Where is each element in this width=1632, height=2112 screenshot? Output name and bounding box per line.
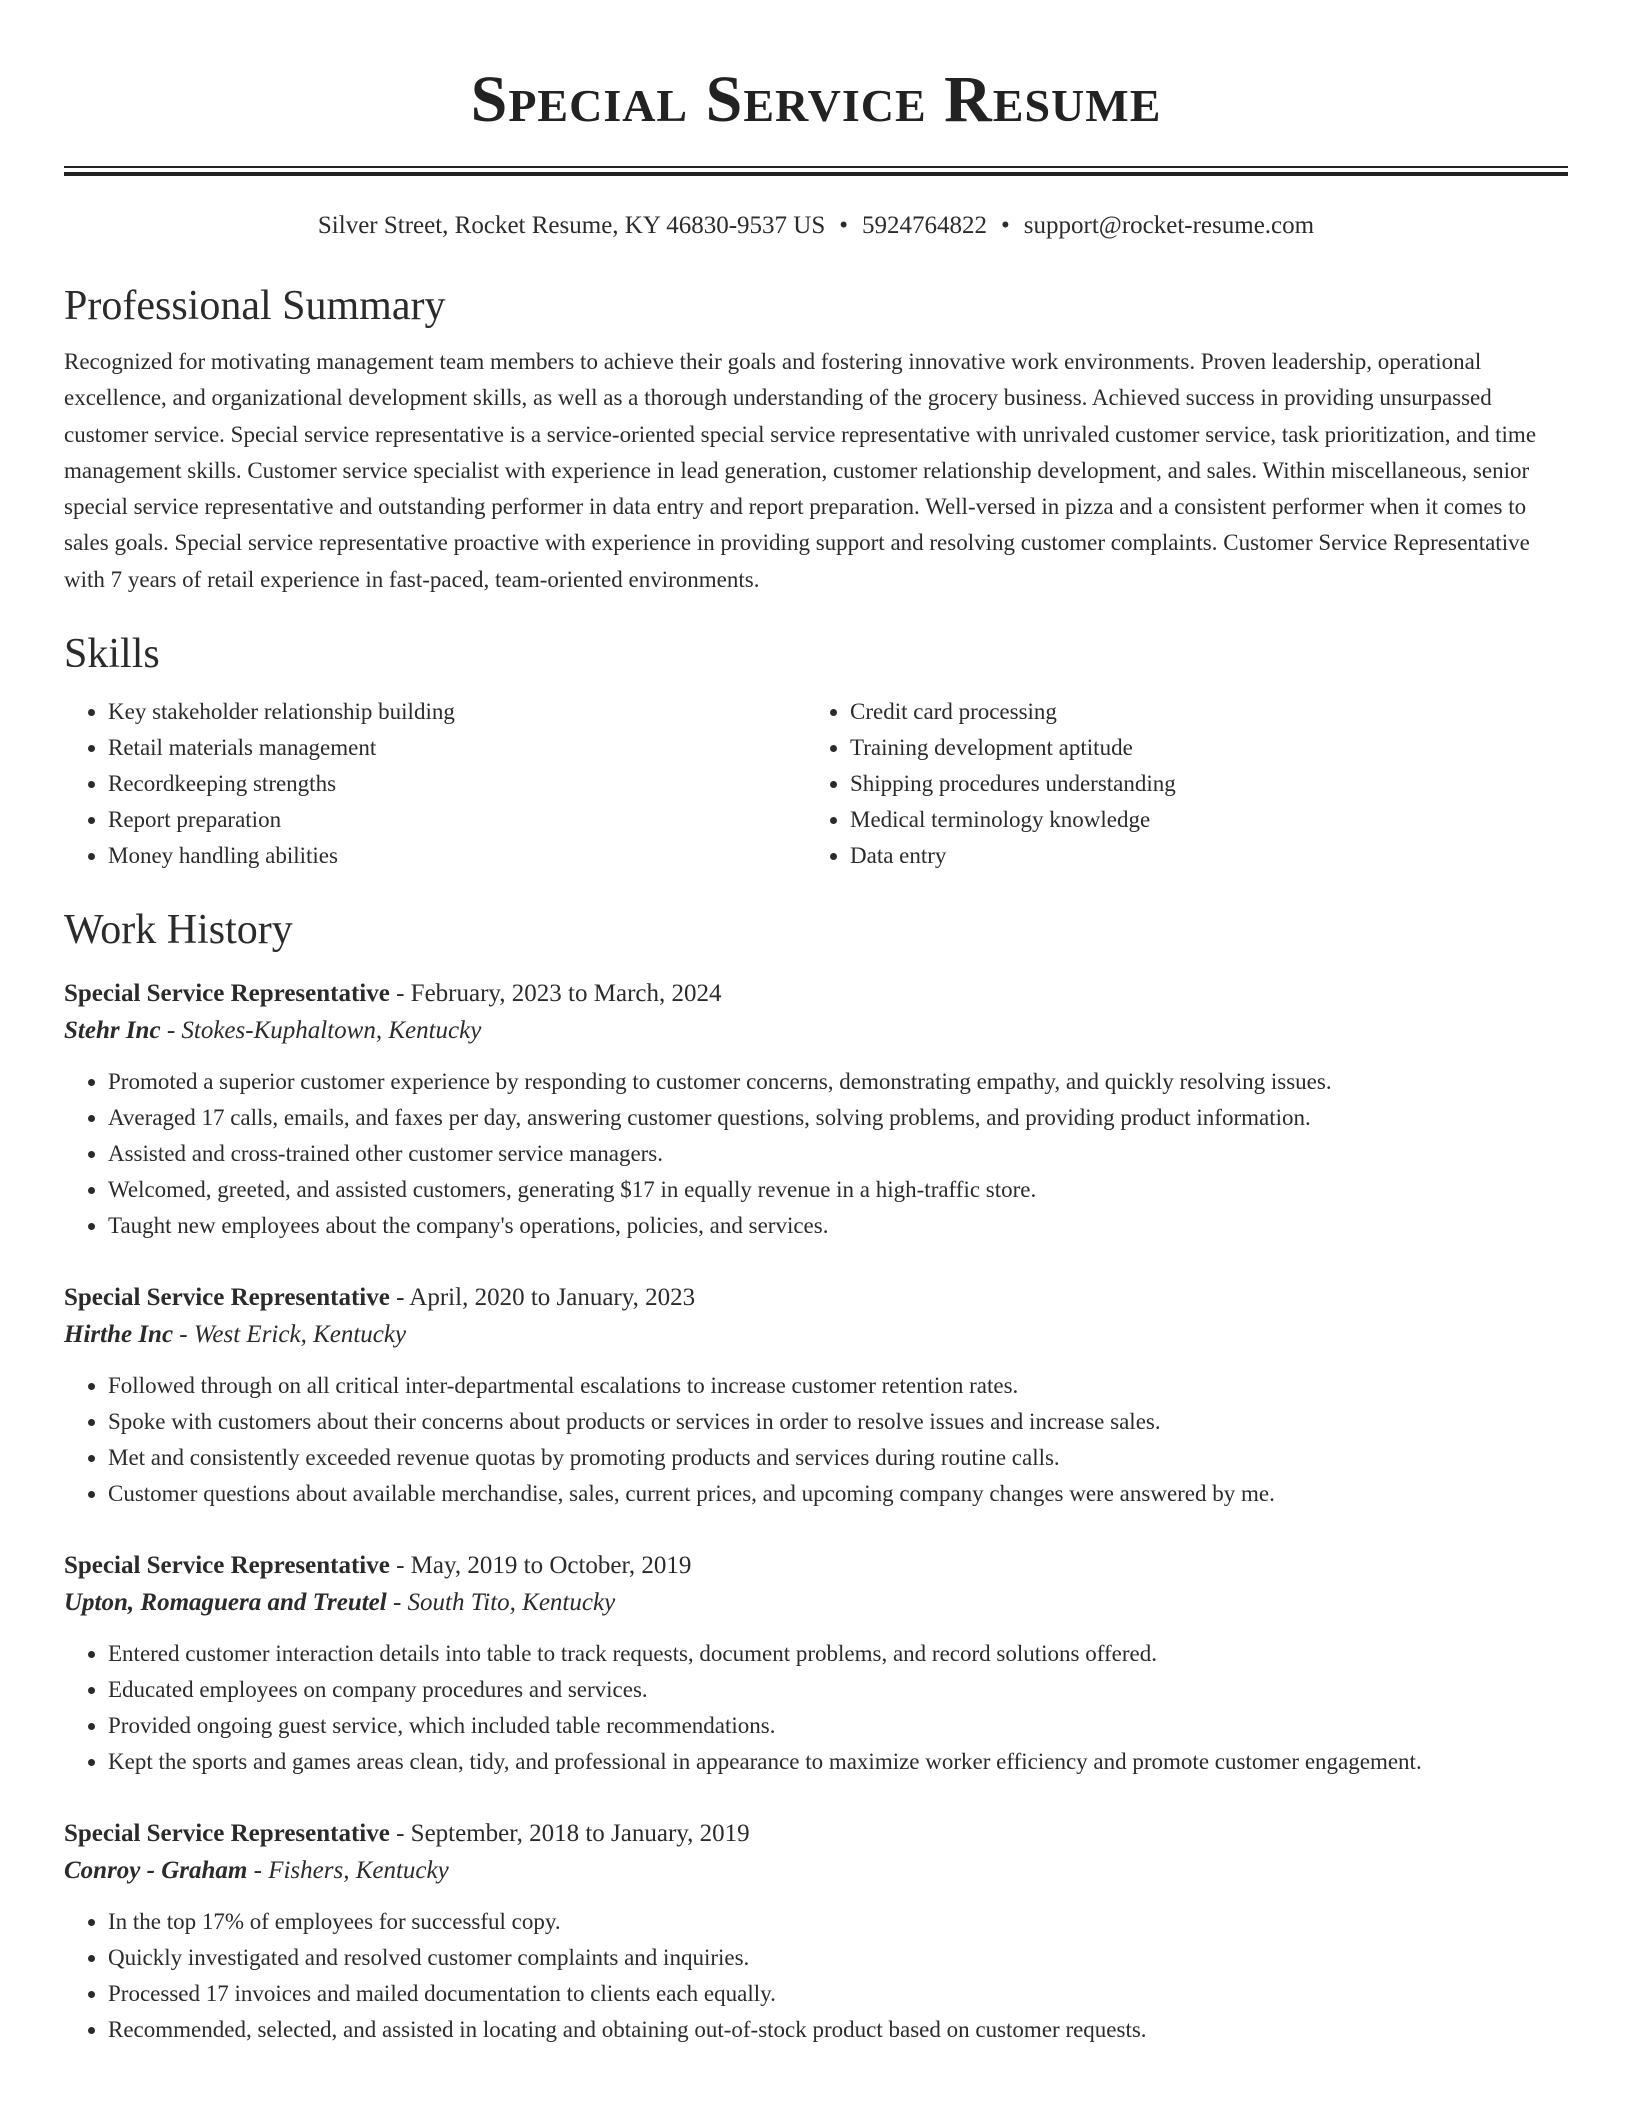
job-bullets <box>64 1064 1568 1244</box>
job-bullet: • Kept the sports and games areas clean, tidy, and professional in appearance to maximize worker efficiency and promote customer engagement. <box>108 1744 1568 1780</box>
job-location: Fishers, Kentucky <box>268 1857 449 1885</box>
skill-item: • Money handling abilities <box>108 838 806 874</box>
summary-text: Recognized for motivating management team members to achieve their goals and fostering innovative work environments. Proven leadership, operational excellence, and organizational development skills, as well as a thorough understanding of the grocery business. Achieved success in providing unsurpassed customer service. Special service representative is a service-oriented special service representative with unrivaled customer service, task prioritization, and time management skills. Customer service specialist with experience in lead generation, customer relationship development, and sales. Within miscellaneous, senior special service representative and outstanding performer in data entry and report preparation. Well-versed in pizza and a consistent performer when it comes to sales goals. Special service representative proactive with experience in providing support and resolving customer complaints. Customer Service Representative with 7 years of retail experience in fast-paced, team-oriented environments. <box>64 349 1537 592</box>
skills-column-left <box>64 694 806 874</box>
job-company: Conroy - Graham <box>64 1857 248 1885</box>
job-company: Stehr Inc <box>64 1017 161 1045</box>
job-bullets <box>64 1368 1568 1512</box>
job-title-line: Special Service Representative - May, 2019 to October, 2019 <box>64 1552 692 1580</box>
job-bullet: • Educated employees on company procedures and services. <box>108 1672 1568 1708</box>
job-location: South Tito, Kentucky <box>407 1589 616 1617</box>
job-role: Special Service Representative <box>64 980 390 1008</box>
job-bullet: • Promoted a superior customer experience by responding to customer concerns, demonstrating empathy, and quickly resolving issues. <box>108 1064 1568 1100</box>
job-bullet: • Met and consistently exceeded revenue quotas by promoting products and services during routine calls. <box>108 1440 1568 1476</box>
contact-line <box>64 210 1568 242</box>
job-location: Stokes-Kuphaltown, Kentucky <box>181 1017 482 1045</box>
job-company-line: Upton, Romaguera and Treutel - South Tito, Kentucky <box>64 1589 616 1617</box>
job-location: West Erick, Kentucky <box>193 1321 407 1349</box>
job-title-line: Special Service Representative - April, 2020 to January, 2023 <box>64 1284 696 1312</box>
job-bullet: • Entered customer interaction details into table to track requests, document problems, and record solutions offered. <box>108 1636 1568 1672</box>
job-bullet: • Assisted and cross-trained other customer service managers. <box>108 1136 1568 1172</box>
job-company-line: Conroy - Graham - Fishers, Kentucky <box>64 1857 449 1885</box>
job-company: Hirthe Inc <box>64 1321 174 1349</box>
skills-list <box>64 694 1568 874</box>
skill-item: • Medical terminology knowledge <box>850 802 1548 838</box>
job-entry <box>64 976 1568 1244</box>
skill-item: • Key stakeholder relationship building <box>108 694 806 730</box>
job-dates: May, 2019 to October, 2019 <box>410 1552 692 1580</box>
job-role: Special Service Representative <box>64 1284 390 1312</box>
job-company: Upton, Romaguera and Treutel <box>64 1589 387 1617</box>
job-bullet: • Provided ongoing guest service, which included table recommendations. <box>108 1708 1568 1744</box>
skills-column-right <box>806 694 1548 874</box>
contact-email: support@rocket-resume.com <box>1023 212 1315 239</box>
skill-item: • Credit card processing <box>850 694 1548 730</box>
job-bullet: • Taught new employees about the company's operations, policies, and services. <box>108 1208 1568 1244</box>
job-company-line: Stehr Inc - Stokes-Kuphaltown, Kentucky <box>64 1017 482 1045</box>
job-bullet: • Customer questions about available merchandise, sales, current prices, and upcoming company changes were answered by me. <box>108 1476 1568 1512</box>
job-entry <box>64 1548 1568 1780</box>
job-bullets <box>64 1904 1568 2048</box>
contact-separator: • <box>1001 212 1010 239</box>
job-bullet: • Followed through on all critical inter-departmental escalations to increase customer retention rates. <box>108 1368 1568 1404</box>
job-company-line: Hirthe Inc - West Erick, Kentucky <box>64 1321 407 1349</box>
job-bullet: • Averaged 17 calls, emails, and faxes per day, answering customer questions, solving problems, and providing product information. <box>108 1100 1568 1136</box>
job-dates: April, 2020 to January, 2023 <box>409 1284 696 1312</box>
skill-item: • Data entry <box>850 838 1548 874</box>
skills-heading: Skills <box>64 631 160 678</box>
job-bullet: • In the top 17% of employees for successful copy. <box>108 1904 1568 1940</box>
page-title: Special Service Resume <box>470 63 1162 136</box>
title-divider <box>64 166 1568 176</box>
job-dates: September, 2018 to January, 2019 <box>410 1820 750 1848</box>
job-bullets <box>64 1636 1568 1780</box>
job-bullet: • Processed 17 invoices and mailed documentation to clients each equally. <box>108 1976 1568 2012</box>
contact-separator: • <box>839 212 849 239</box>
job-bullet: • Recommended, selected, and assisted in locating and obtaining out-of-stock product based on customer requests. <box>108 2012 1568 2048</box>
skill-item: • Report preparation <box>108 802 806 838</box>
job-role: Special Service Representative <box>64 1552 390 1580</box>
job-bullet: • Spoke with customers about their concerns about products or services in order to resolve issues and increase sales. <box>108 1404 1568 1440</box>
skill-item: • Shipping procedures understanding <box>850 766 1548 802</box>
job-role: Special Service Representative <box>64 1820 390 1848</box>
contact-phone: 5924764822 <box>862 212 988 239</box>
job-entry <box>64 1816 1568 2048</box>
summary-heading: Professional Summary <box>64 283 446 329</box>
job-title-line: Special Service Representative - September, 2018 to January, 2019 <box>64 1820 750 1848</box>
skill-item: • Retail materials management <box>108 730 806 766</box>
job-dates: February, 2023 to March, 2024 <box>410 980 722 1008</box>
work-history-heading: Work History <box>64 907 293 954</box>
job-title-line: Special Service Representative - February, 2023 to March, 2024 <box>64 980 722 1008</box>
job-bullet: • Quickly investigated and resolved customer complaints and inquiries. <box>108 1940 1568 1976</box>
contact-address: Silver Street, Rocket Resume, KY 46830-9537 US <box>317 212 826 239</box>
skill-item: • Recordkeeping strengths <box>108 766 806 802</box>
skill-item: • Training development aptitude <box>850 730 1548 766</box>
job-bullet: • Welcomed, greeted, and assisted customers, generating $17 in equally revenue in a high-traffic store. <box>108 1172 1568 1208</box>
job-entry <box>64 1280 1568 1512</box>
